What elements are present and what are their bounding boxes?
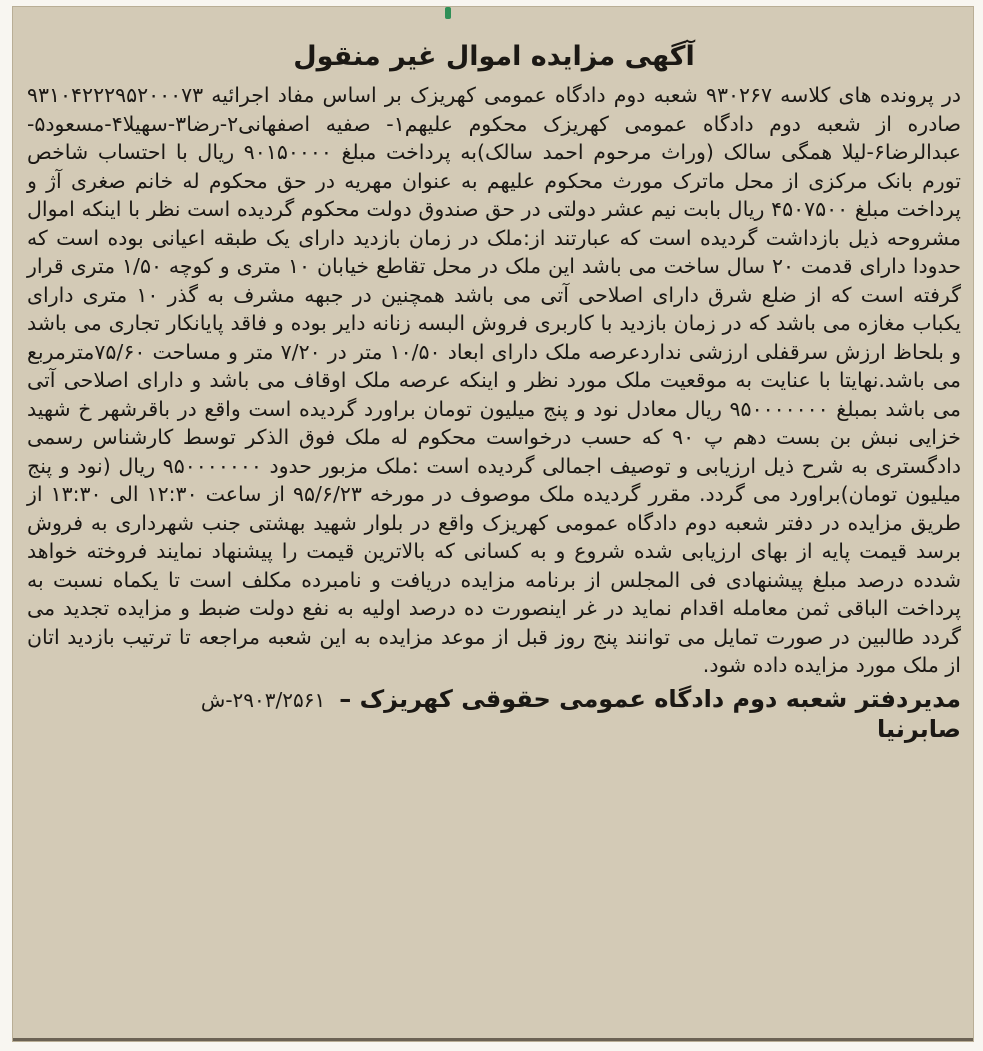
newspaper-clipping (12, 6, 974, 1042)
notice-body: در پرونده های کلاسه ۹۳۰۲۶۷ شعبه دوم دادگاه عمومی کهریزک بر اساس مفاد اجرائیه ۹۳۱۰۴۲۲۲۹۵۲۰۰۰۷۳ صادره از شعبه دوم دادگاه عمومی کهریزک محکوم علیهم۱- صفیه اصفهانی۲-رضا۳-سهیلا۴-مسعود۵-عبدالرضا۶-لیلا همگی سالک (وراث مرحوم احمد سالک)به پرداخت مبلغ ۹۰۱۵۰۰۰۰ ریال با احتساب شاخص تورم بانک مرکزی از محل ماترک مورث محکوم علیهم به عنوان مهریه در حق محکوم له خانم صغری آژ و پرداخت مبلغ ۴۵۰۷۵۰۰ ریال بابت نیم عشر دولتی در حق صندوق دولت محکوم گردیده است نظر با اینکه اموال مشروحه ذیل بازداشت گردیده است که عبارتند از:ملک در زمان بازدید دارای یک طبقه اعیانی بوده است که حدودا دارای قدمت ۲۰ سال ساخت می باشد این ملک در محل تقاطع خیابان ۱۰ متری و کوچه ۱/۵۰ متری قرار گرفته است که از ضلع شرق دارای اصلاحی آتی می باشد همچنین در جبهه مشرف به گذر ۱۰ متری دارای یکباب مغازه می باشد که در زمان بازدید با کاربری فروش البسه زنانه دایر بوده و فاقد پایانکار تجاری می باشد و بلحاظ ارزش سرقفلی ارزشی نداردعرصه ملک دارای ابعاد ۱۰/۵۰ متر در ۷/۲۰ متر و مساحت ۷۵/۶۰مترمربع می باشد.نهایتا با عنایت به موقعیت ملک مورد نظر و اینکه عرصه ملک اوقاف می باشد و دارای اصلاحی آتی می باشد بمبلغ ۹۵۰۰۰۰۰۰۰ ریال معادل نود و پنج میلیون تومان براورد گردیده است واقع در باقرشهر خ شهید خزایی نبش بن بست دهم پ ۹۰ که حسب درخواست محکوم له ملک فوق الذکر توسط کارشناس رسمی دادگستری به شرح ذیل ارزیابی و توصیف اجمالی گردیده است :ملک مزبور حدود ۹۵۰۰۰۰۰۰۰ ریال (نود و پنج میلیون تومان)براورد می گردد. مقرر گردیده ملک موصوف در مورخه ۹۵/۶/۲۳ از ساعت ۱۲:۳۰ الی ۱۳:۳۰ از طریق مزایده در دفتر شعبه دوم دادگاه عمومی کهریزک واقع در بلوار شهید بهشتی جنب شهرداری به فروش برسد قیمت پایه از بهای ارزیابی شده شروع و به کسانی که بالاترین قیمت را پیشنهاد نمایند فروخته خواهد شدده درصد مبلغ پیشنهادی فی المجلس از برنامه مزایده دریافت و نامبرده مکلف است تا یکماه نسبت به پرداخت الباقی ثمن معامله اقدام نماید در غر اینصورت ده درصد اولیه به نفع دولت ضبط و مزایده تجدید می گردد طالبین در صورت تمایل می توانند پنج روز قبل از موعد مزایده به این شعبه مراجعه تا ترتیب بازدید اتان از ملک مورد مزایده داده شود. (27, 83, 961, 677)
signatory-office: مدیردفتر شعبه دوم دادگاه عمومی حقوقی کهریزک – (339, 684, 961, 713)
color-mark (445, 7, 451, 19)
signatory-name: صابرنیا (877, 714, 961, 743)
bottom-rule (13, 1038, 973, 1041)
notice-code: ۲۹۰۳/۲۵۶۱-ش (200, 687, 326, 712)
notice-title: آگهی مزایده اموال غیر منقول (293, 41, 695, 72)
auction-notice (27, 39, 961, 743)
notice-footer (27, 684, 961, 715)
